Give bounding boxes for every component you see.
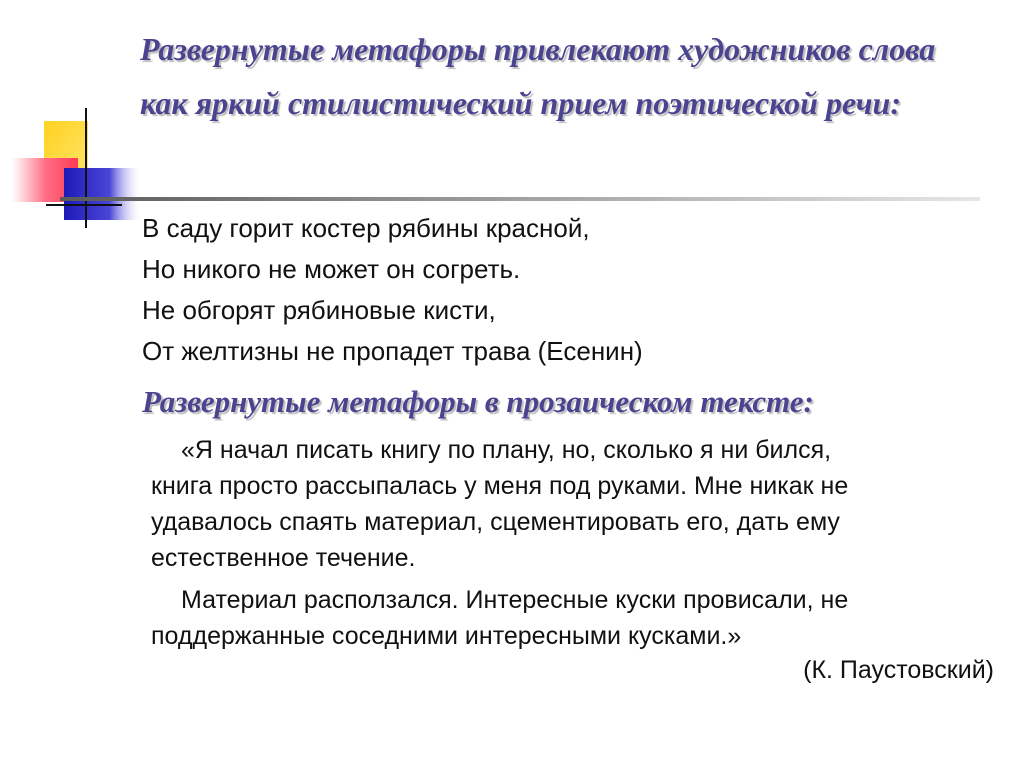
deco-red-square — [12, 158, 78, 202]
quote-line: книга просто рассыпалась у меня под руками. Мне никак не — [151, 472, 849, 500]
prose-quote — [151, 432, 991, 654]
quote-line: поддержанные соседними интересными кусками.» — [151, 622, 742, 650]
quote-line: удавалось спаять материал, сцементировать его, дать ему — [151, 508, 840, 536]
quote-line: естественное течение. — [151, 544, 416, 572]
deco-blue-square — [64, 168, 140, 220]
poem-block — [142, 208, 962, 372]
quote-line: «Я начал писать книгу по плану, но, сколько я ни бился, — [181, 436, 832, 464]
slide-title — [140, 22, 1000, 130]
deco-yellow-square — [44, 121, 88, 179]
poem-line: Не обгорят рябиновые кисти, — [142, 295, 496, 325]
quote-line: Материал расползался. Интересные куски провисали, не — [181, 586, 849, 614]
poem-line: От желтизны не пропадет трава (Есенин) — [142, 336, 643, 366]
title-divider — [60, 197, 980, 201]
poem-line: В саду горит костер рябины красной, — [142, 213, 590, 243]
title-line: Развернутые метафоры привлекают художников слова — [140, 31, 936, 67]
prose-heading: Развернутые метафоры в прозаическом тексте: — [142, 384, 814, 419]
title-line: как яркий стилистический прием поэтической речи: — [140, 85, 901, 121]
quote-attribution: (К. Паустовский) — [803, 656, 994, 684]
poem-line: Но никого не может он согреть. — [142, 254, 521, 284]
